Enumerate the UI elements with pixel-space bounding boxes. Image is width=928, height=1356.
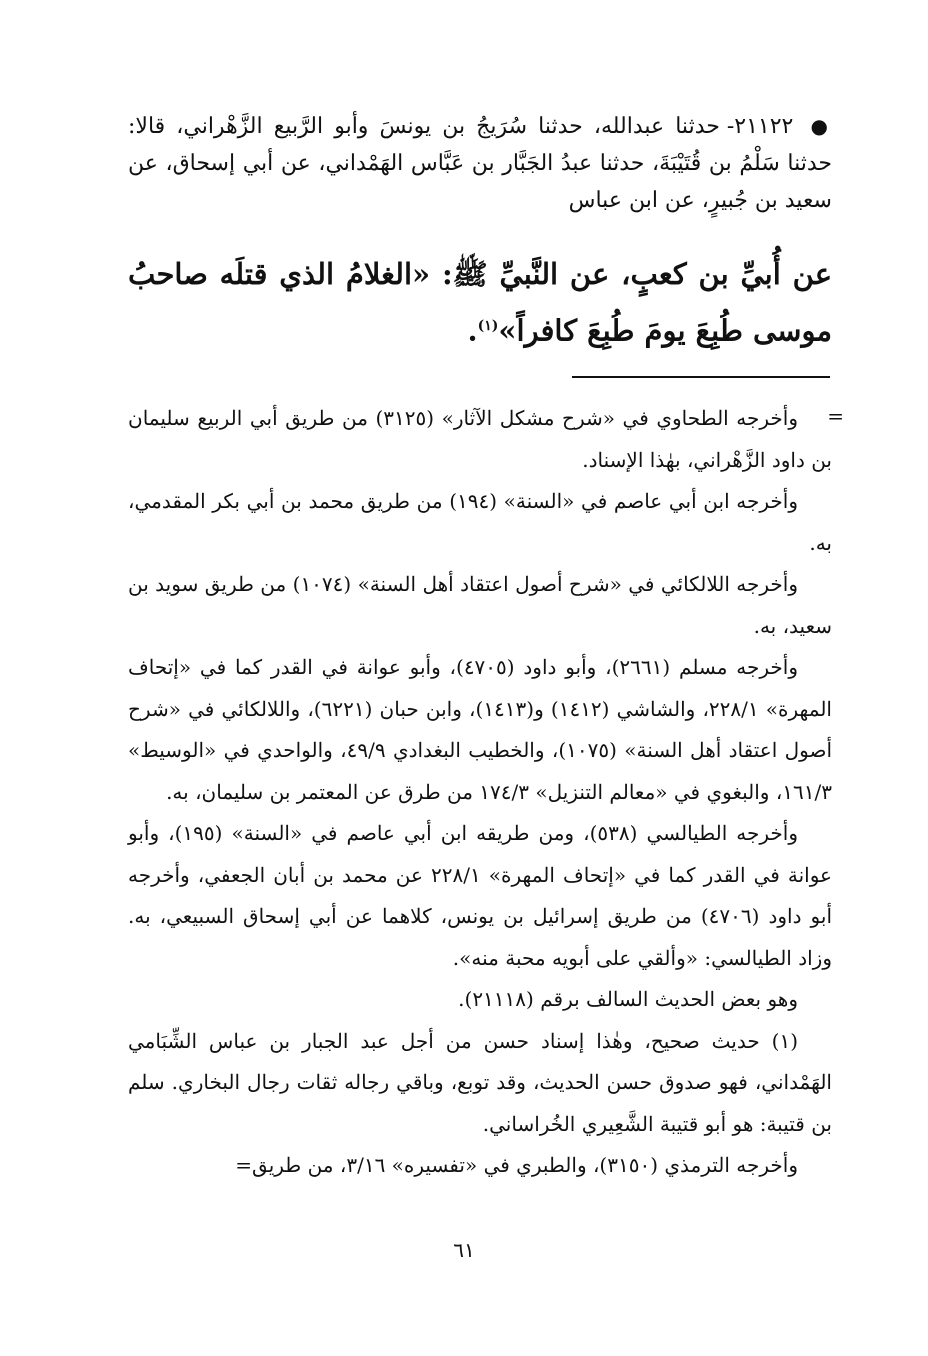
footnote-ref: (١) [477, 318, 499, 334]
bullet-icon: ● [810, 114, 832, 138]
footnotes [128, 398, 832, 1187]
footnote-paragraph: وأخرجه اللالكائي في «شرح أصول اعتقاد أهل السنة» (١٠٧٤) من طريق سويد بن سعيد، به. [128, 572, 832, 638]
matn-text: عن أُبيِّ بن كعبٍ، عن النَّبيِّ ﷺ: «الغلامُ الذي قتلَه صاحبُ موسى طُبِعَ يومَ طُبِعَ كافراً» [128, 257, 832, 348]
continuation-mark: = [827, 404, 844, 428]
isnad-text: ٢١١٢٢- حدثنا عبدالله، حدثنا سُرَيجُ بن يونسَ وأبو الرَّبيع الزَّهْراني، قالا: حدثنا سَلْمُ بن قُتَيْبَةَ، حدثنا عبدُ الجَبَّار بن عَبَّاس الهَمْداني، عن أبي إسحاق، عن سعيد بن جُبيرٍ، عن ابن عباس [128, 114, 832, 213]
footnote-paragraph: وأخرجه مسلم (٢٦٦١)، وأبو داود (٤٧٠٥)، وأبو عوانة في القدر كما في «إتحاف المهرة» ٢٢٨/١، والشاشي (١٤١٢) و(١٤١٣)، وابن حبان (٦٢٢١)، واللالكائي في «شرح أصول اعتقاد أهل السنة» (١٠٧٥)، والخطيب البغدادي ٤٩/٩، والواحدي في «الوسيط» ١٦١/٣، والبغوي في «معالم التنزيل» ١٧٤/٣ من طرق عن المعتمر بن سليمان، به. [128, 655, 833, 804]
footnote-paragraph: وهو بعض الحديث السالف برقم (٢١١١٨). [458, 987, 798, 1011]
footnote-paragraph: وأخرجه الطيالسي (٥٣٨)، ومن طريقه ابن أبي عاصم في «السنة» (١٩٥)، وأبو عوانة في القدر كما في «إتحاف المهرة» ٢٢٨/١ عن محمد بن أبان الجعفي، وأخرجه أبو داود (٤٧٠٦) من طريق إسرائيل بن يونس، كلاهما عن أبي إسحاق السبيعي، به. وزاد الطيالسي: «وألقي على أبويه محبة منه». [128, 821, 833, 970]
footnote-paragraph: (١) حديث صحيح، وهٰذا إسناد حسن من أجل عبد الجبار بن عباس الشِّبَامي الهَمْداني، فهو صدوق حسن الحديث، وقد توبع، وباقي رجاله ثقات رجال البخاري. سلم بن قتيبة: هو أبو قتيبة الشَّعِيري الخُراساني. [128, 1028, 832, 1136]
footnote-paragraph: وأخرجه الطحاوي في «شرح مشكل الآثار» (٣١٢٥) من طريق أبي الربيع سليمان بن داود الزَّهْراني، بهٰذا الإسناد. [128, 406, 832, 472]
footnote-paragraph: وأخرجه الترمذي (٣١٥٠)، والطبري في «تفسيره» ٣/١٦، من طريق= [235, 1153, 798, 1177]
hadith-isnad [128, 108, 832, 219]
matn-end: . [467, 313, 478, 348]
page-number: ٦١ [453, 1238, 475, 1262]
footnote-paragraph: وأخرجه ابن أبي عاصم في «السنة» (١٩٤) من طريق محمد بن أبي بكر المقدمي، به. [128, 489, 832, 555]
footnote-separator [572, 376, 830, 378]
hadith-matn [128, 248, 832, 357]
